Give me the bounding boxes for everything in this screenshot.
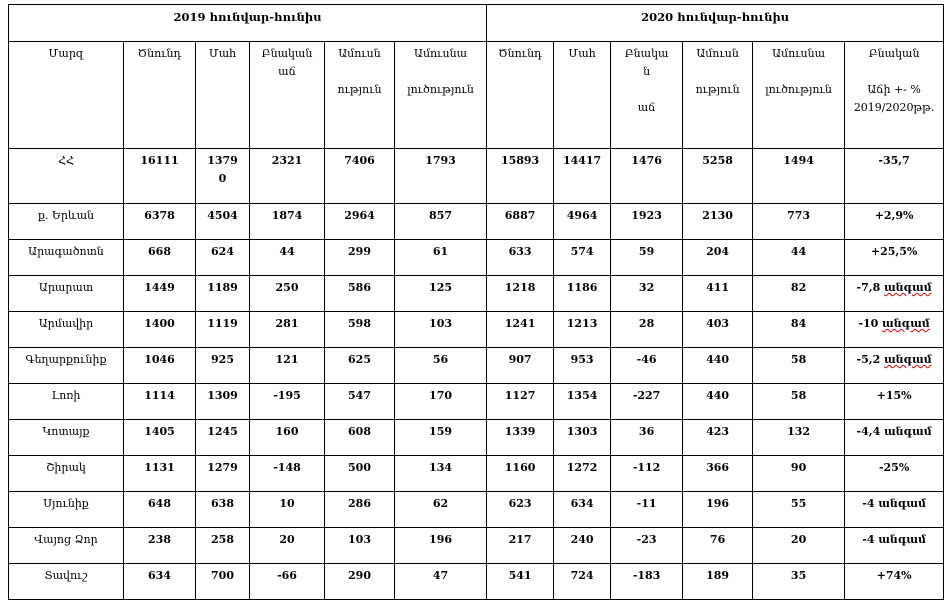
births-2019: 634 <box>124 564 196 600</box>
growth-change <box>845 204 944 240</box>
deaths-2020: 724 <box>554 564 611 600</box>
growth-value: -4 անգամ <box>862 497 926 510</box>
divorces-2020: 773 <box>753 204 845 240</box>
table-row <box>9 564 944 600</box>
growth-change <box>845 384 944 420</box>
divorces-2019: 125 <box>395 276 487 312</box>
growth-change <box>845 149 944 204</box>
table-row <box>9 312 944 348</box>
natural-growth-2020: -23 <box>611 528 683 564</box>
growth-change <box>845 492 944 528</box>
growth-unit: անգամ <box>884 353 932 366</box>
marriages-2019: 625 <box>325 348 395 384</box>
growth-change <box>845 276 944 312</box>
natural-growth-2020: 36 <box>611 420 683 456</box>
table-row <box>9 149 944 204</box>
deaths-2019: 1379 0 <box>196 149 250 204</box>
divorces-2019: 47 <box>395 564 487 600</box>
natural-growth-2019: 10 <box>250 492 325 528</box>
births-2020: 541 <box>487 564 554 600</box>
growth-change <box>845 240 944 276</box>
growth-value: +15% <box>876 389 912 402</box>
divorces-2019: 62 <box>395 492 487 528</box>
table-row <box>9 240 944 276</box>
growth-change <box>845 348 944 384</box>
growth-change <box>845 528 944 564</box>
deaths-2019: 1309 <box>196 384 250 420</box>
divorces-2020: 44 <box>753 240 845 276</box>
period-header-row <box>9 5 944 42</box>
deaths-2020: 953 <box>554 348 611 384</box>
deaths-2020: 1186 <box>554 276 611 312</box>
deaths-2020: 1213 <box>554 312 611 348</box>
natural-growth-2019: -195 <box>250 384 325 420</box>
births-2019: 1449 <box>124 276 196 312</box>
divorces-2019: 103 <box>395 312 487 348</box>
growth-value: -5,2 <box>856 353 885 366</box>
marriages-2019: 500 <box>325 456 395 492</box>
natural-growth-2019: 44 <box>250 240 325 276</box>
deaths-2020: 1354 <box>554 384 611 420</box>
deaths-2019: 925 <box>196 348 250 384</box>
region-cell: Արարատ <box>9 276 124 312</box>
region-cell: Կոտայք <box>9 420 124 456</box>
divorces-2019: 170 <box>395 384 487 420</box>
divorces-2019: 56 <box>395 348 487 384</box>
growth-value: -25% <box>878 461 910 474</box>
region-cell: Տավուշ <box>9 564 124 600</box>
header-deaths-2019: Մահ <box>196 42 250 149</box>
table-row <box>9 204 944 240</box>
header-deaths-2020: Մահ <box>554 42 611 149</box>
header-growth-change: Բնական Աճի +- % 2019/2020թթ. <box>845 42 944 149</box>
natural-growth-2019: -148 <box>250 456 325 492</box>
births-2019: 238 <box>124 528 196 564</box>
births-2019: 1046 <box>124 348 196 384</box>
divorces-2020: 82 <box>753 276 845 312</box>
marriages-2020: 403 <box>683 312 753 348</box>
natural-growth-2020: -227 <box>611 384 683 420</box>
divorces-2019: 134 <box>395 456 487 492</box>
header-marriages-2020: Ամուսն ություն <box>683 42 753 149</box>
table-row <box>9 492 944 528</box>
divorces-2020: 90 <box>753 456 845 492</box>
natural-growth-2020: 59 <box>611 240 683 276</box>
natural-growth-2020: -183 <box>611 564 683 600</box>
header-divorces-2020: Ամուսնա լուծություն <box>753 42 845 149</box>
growth-value: +25,5% <box>870 245 918 258</box>
divorces-2020: 84 <box>753 312 845 348</box>
marriages-2019: 299 <box>325 240 395 276</box>
natural-growth-2019: 160 <box>250 420 325 456</box>
header-births-2019: Ծնունդ <box>124 42 196 149</box>
region-cell: Շիրակ <box>9 456 124 492</box>
region-cell: Գեղարքունիք <box>9 348 124 384</box>
marriages-2019: 286 <box>325 492 395 528</box>
natural-growth-2020: -11 <box>611 492 683 528</box>
table-row <box>9 528 944 564</box>
region-cell: Արմավիր <box>9 312 124 348</box>
births-2020: 6887 <box>487 204 554 240</box>
births-2019: 1400 <box>124 312 196 348</box>
region-cell: Լոռի <box>9 384 124 420</box>
divorces-2020: 132 <box>753 420 845 456</box>
deaths-2019: 700 <box>196 564 250 600</box>
table-row <box>9 348 944 384</box>
header-divorces-2019: Ամուսնա լուծություն <box>395 42 487 149</box>
growth-value: -4,4 անգամ <box>856 425 932 438</box>
period-2019: 2019 հունվար-հունիս <box>9 5 487 42</box>
growth-unit: անգամ <box>882 317 930 330</box>
period-2020: 2020 հունվար-հունիս <box>487 5 944 42</box>
natural-growth-2020: 28 <box>611 312 683 348</box>
deaths-2019: 638 <box>196 492 250 528</box>
natural-growth-2019: 121 <box>250 348 325 384</box>
table-row <box>9 276 944 312</box>
births-2019: 648 <box>124 492 196 528</box>
marriages-2019: 7406 <box>325 149 395 204</box>
marriages-2020: 5258 <box>683 149 753 204</box>
natural-growth-2019: 20 <box>250 528 325 564</box>
births-2020: 1241 <box>487 312 554 348</box>
header-marriages-2019: Ամուսն ություն <box>325 42 395 149</box>
divorces-2020: 55 <box>753 492 845 528</box>
growth-value: +74% <box>876 569 912 582</box>
births-2019: 1405 <box>124 420 196 456</box>
divorces-2020: 20 <box>753 528 845 564</box>
deaths-2019: 1279 <box>196 456 250 492</box>
marriages-2020: 440 <box>683 384 753 420</box>
divorces-2020: 35 <box>753 564 845 600</box>
divorces-2019: 159 <box>395 420 487 456</box>
deaths-2020: 574 <box>554 240 611 276</box>
marriages-2020: 204 <box>683 240 753 276</box>
births-2019: 668 <box>124 240 196 276</box>
births-2020: 1160 <box>487 456 554 492</box>
marriages-2019: 598 <box>325 312 395 348</box>
growth-change <box>845 456 944 492</box>
divorces-2020: 58 <box>753 348 845 384</box>
births-2019: 16111 <box>124 149 196 204</box>
natural-growth-2020: -46 <box>611 348 683 384</box>
deaths-2019: 1119 <box>196 312 250 348</box>
divorces-2020: 58 <box>753 384 845 420</box>
column-header-row <box>9 42 944 149</box>
deaths-2019: 258 <box>196 528 250 564</box>
divorces-2019: 196 <box>395 528 487 564</box>
header-natural-growth-2019: Բնական աճ <box>250 42 325 149</box>
marriages-2020: 2130 <box>683 204 753 240</box>
marriages-2019: 608 <box>325 420 395 456</box>
region-cell: ՀՀ <box>9 149 124 204</box>
births-2020: 1339 <box>487 420 554 456</box>
demographics-table <box>8 4 944 600</box>
deaths-2020: 14417 <box>554 149 611 204</box>
marriages-2020: 411 <box>683 276 753 312</box>
marriages-2019: 103 <box>325 528 395 564</box>
natural-growth-2020: 32 <box>611 276 683 312</box>
marriages-2020: 189 <box>683 564 753 600</box>
deaths-2020: 1303 <box>554 420 611 456</box>
births-2019: 1131 <box>124 456 196 492</box>
natural-growth-2019: 281 <box>250 312 325 348</box>
growth-unit: անգամ <box>884 281 932 294</box>
growth-value: -7,8 <box>856 281 885 294</box>
deaths-2019: 624 <box>196 240 250 276</box>
natural-growth-2019: 2321 <box>250 149 325 204</box>
table-row <box>9 384 944 420</box>
header-region: Մարզ <box>9 42 124 149</box>
natural-growth-2020: -112 <box>611 456 683 492</box>
growth-value: +2,9% <box>874 209 914 222</box>
marriages-2020: 440 <box>683 348 753 384</box>
header-natural-growth-2020: Բնակա ն աճ <box>611 42 683 149</box>
divorces-2019: 857 <box>395 204 487 240</box>
table-row <box>9 420 944 456</box>
marriages-2019: 290 <box>325 564 395 600</box>
marriages-2019: 586 <box>325 276 395 312</box>
deaths-2020: 4964 <box>554 204 611 240</box>
growth-value: -4 անգամ <box>862 533 926 546</box>
births-2020: 217 <box>487 528 554 564</box>
marriages-2020: 196 <box>683 492 753 528</box>
marriages-2020: 76 <box>683 528 753 564</box>
deaths-2019: 1189 <box>196 276 250 312</box>
natural-growth-2019: 1874 <box>250 204 325 240</box>
deaths-2020: 1272 <box>554 456 611 492</box>
growth-value: -10 <box>858 317 883 330</box>
divorces-2020: 1494 <box>753 149 845 204</box>
region-cell: Վայոց Ձոր <box>9 528 124 564</box>
region-cell: ք. Երևան <box>9 204 124 240</box>
births-2020: 1218 <box>487 276 554 312</box>
region-cell: Սյունիք <box>9 492 124 528</box>
divorces-2019: 1793 <box>395 149 487 204</box>
deaths-2019: 4504 <box>196 204 250 240</box>
table-row <box>9 456 944 492</box>
marriages-2020: 366 <box>683 456 753 492</box>
growth-change <box>845 420 944 456</box>
deaths-2020: 240 <box>554 528 611 564</box>
marriages-2020: 423 <box>683 420 753 456</box>
region-cell: Արագածոտն <box>9 240 124 276</box>
marriages-2019: 2964 <box>325 204 395 240</box>
natural-growth-2020: 1923 <box>611 204 683 240</box>
births-2019: 1114 <box>124 384 196 420</box>
births-2020: 1127 <box>487 384 554 420</box>
growth-change <box>845 312 944 348</box>
births-2020: 15893 <box>487 149 554 204</box>
marriages-2019: 547 <box>325 384 395 420</box>
births-2019: 6378 <box>124 204 196 240</box>
natural-growth-2019: 250 <box>250 276 325 312</box>
natural-growth-2020: 1476 <box>611 149 683 204</box>
births-2020: 633 <box>487 240 554 276</box>
growth-value: -35,7 <box>878 154 910 167</box>
header-births-2020: Ծնունդ <box>487 42 554 149</box>
natural-growth-2019: -66 <box>250 564 325 600</box>
growth-change <box>845 564 944 600</box>
births-2020: 907 <box>487 348 554 384</box>
deaths-2020: 634 <box>554 492 611 528</box>
births-2020: 623 <box>487 492 554 528</box>
divorces-2019: 61 <box>395 240 487 276</box>
deaths-2019: 1245 <box>196 420 250 456</box>
